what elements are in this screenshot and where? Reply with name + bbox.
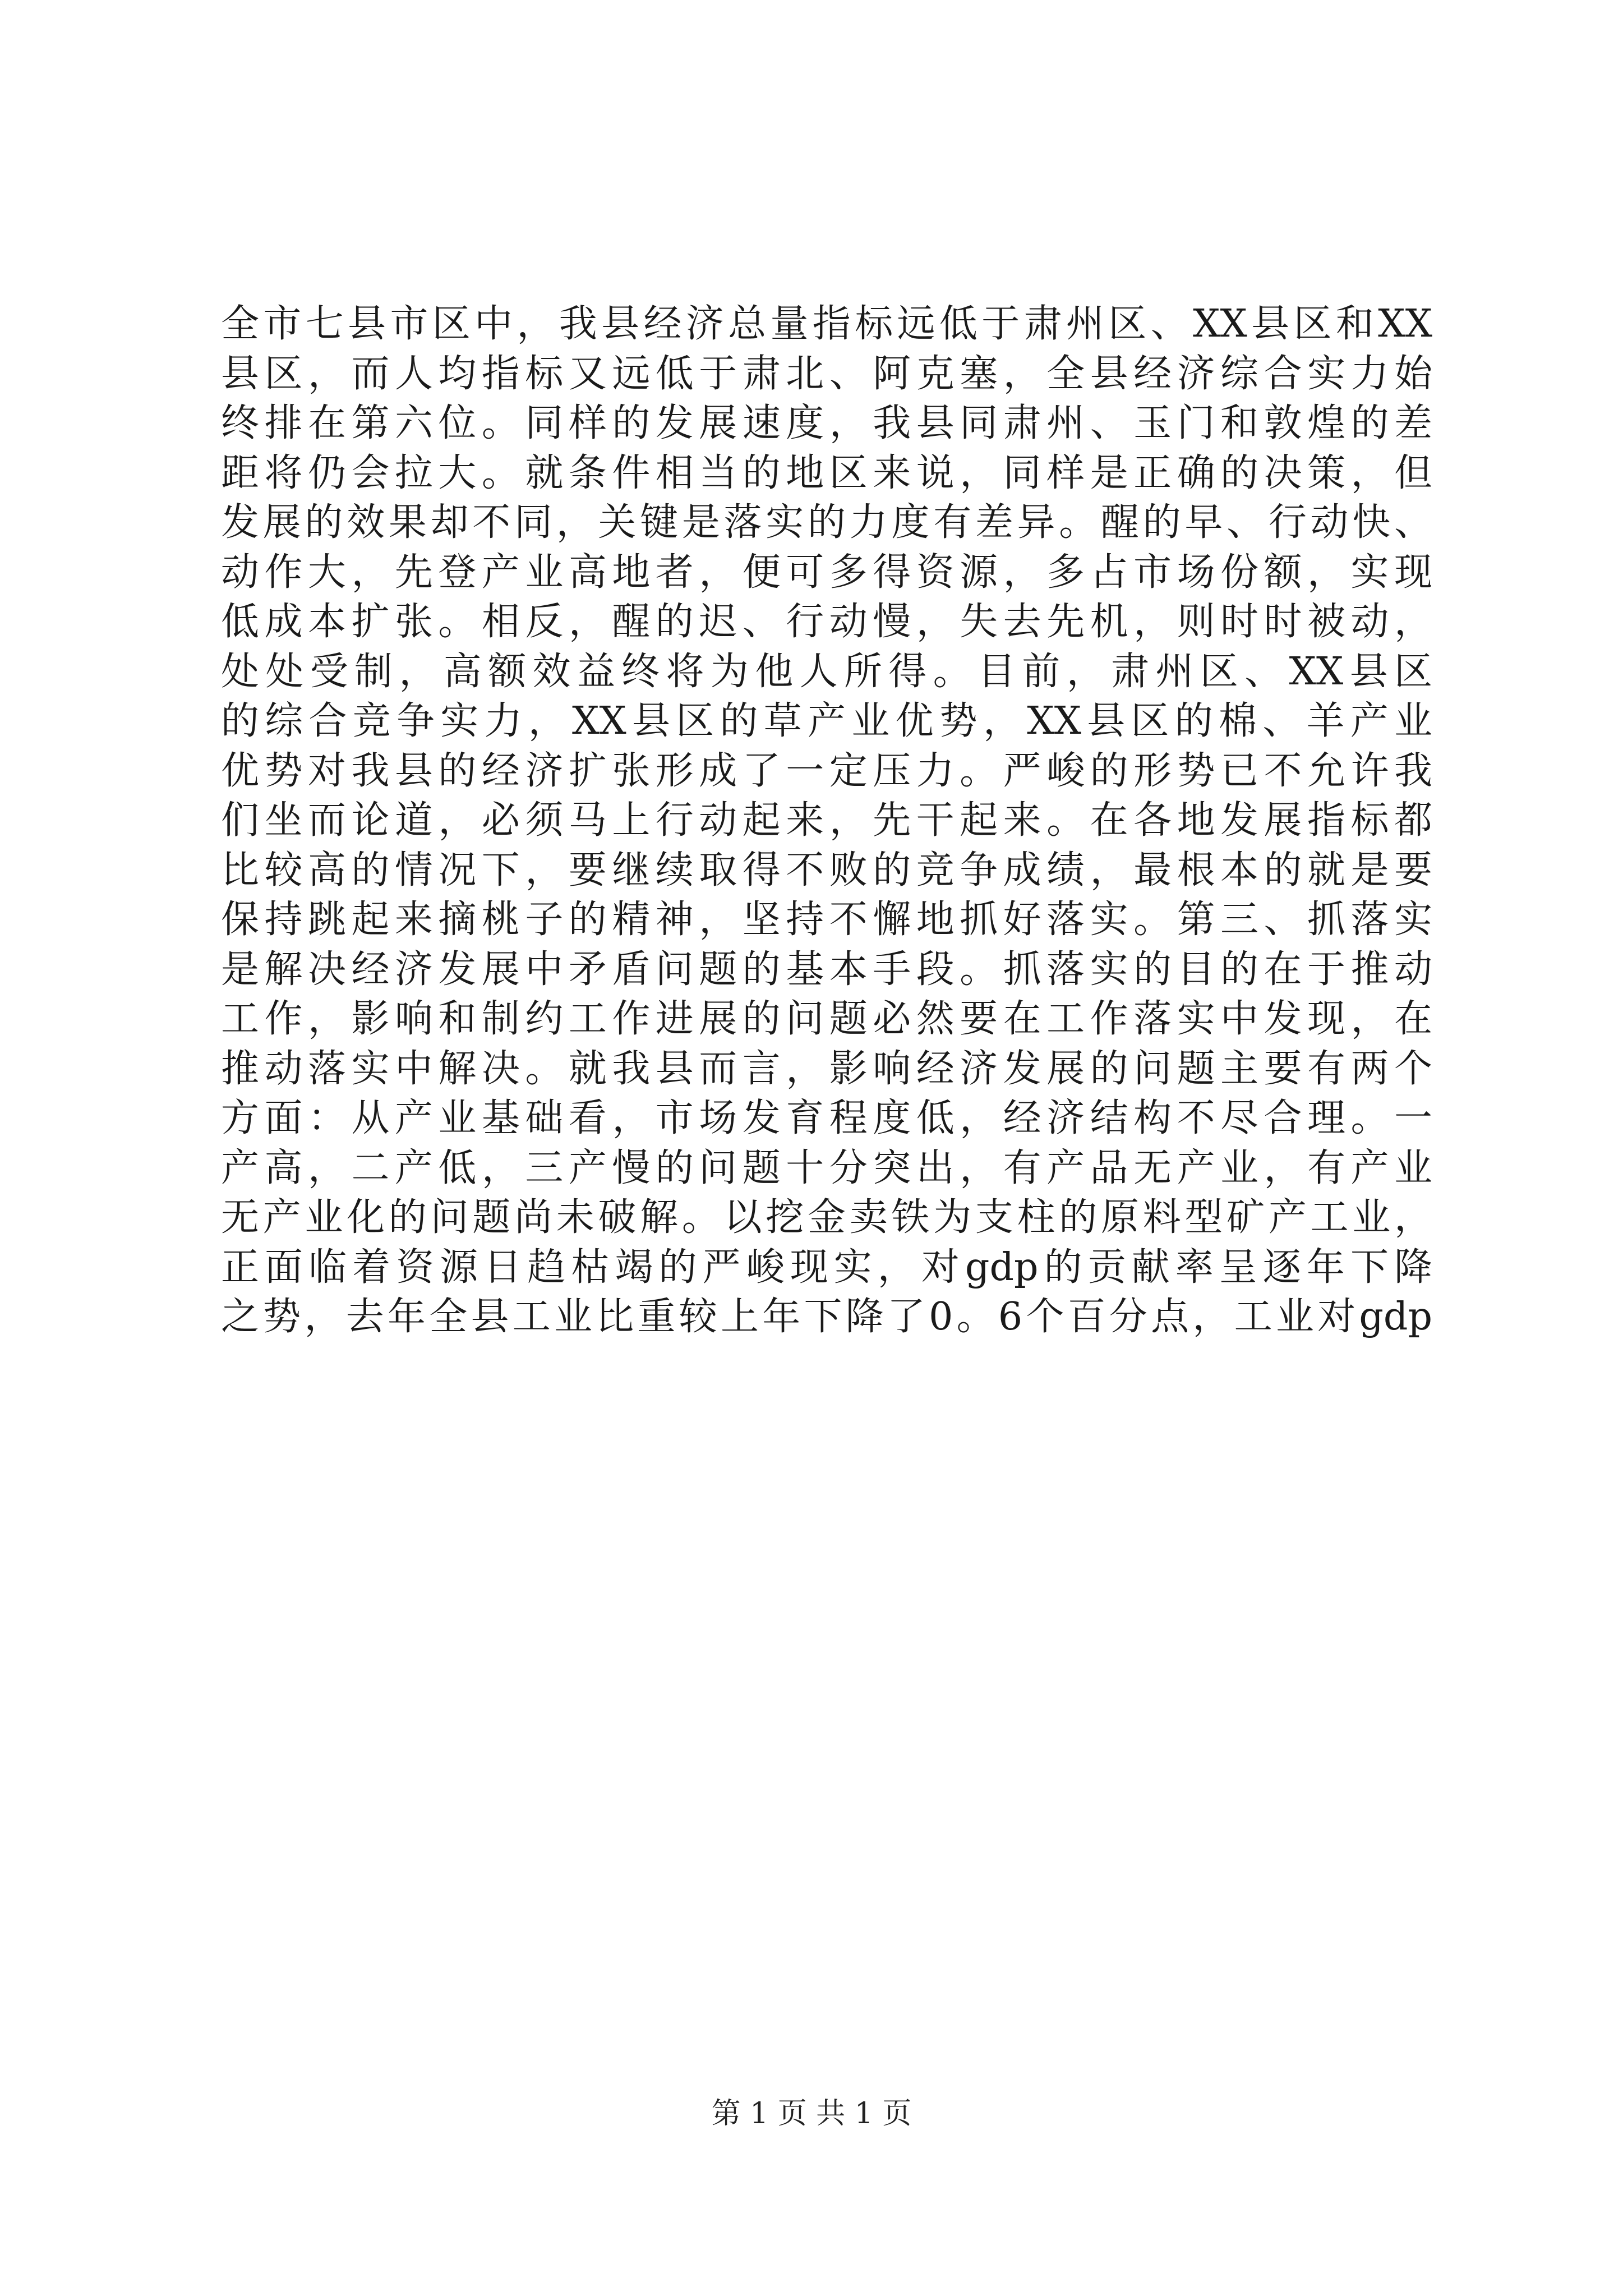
text-line: 推动落实中解决。就我县而言，影响经济发展的问题主要有两个 — [221, 1046, 1432, 1091]
text-line: 产高，二产低，三产慢的问题十分突出，有产品无产业，有产业 — [221, 1145, 1432, 1190]
text-line: 之势，去年全县工业比重较上年下降了0。6个百分点，工业对gdp — [221, 1295, 1432, 1339]
text-line: 处处受制，高额效益终将为他人所得。目前，肃州区、XX县区 — [221, 649, 1432, 694]
text-line: 方面：从产业基础看，市场发育程度低，经济结构不尽合理。一 — [221, 1096, 1432, 1140]
text-line: 是解决经济发展中矛盾问题的基本手段。抓落实的目的在于推动 — [221, 947, 1432, 992]
text-line: 低成本扩张。相反，醒的迟、行动慢，失去先机，则时时被动， — [221, 600, 1432, 644]
text-line: 工作，影响和制约工作进展的问题必然要在工作落实中发现，在 — [221, 997, 1432, 1041]
text-line: 县区，而人均指标又远低于肃北、阿克塞，全县经济综合实力始 — [221, 351, 1432, 396]
text-line: 比较高的情况下，要继续取得不败的竞争成绩，最根本的就是要 — [221, 848, 1432, 892]
body-text — [221, 300, 1432, 1343]
text-line: 们坐而论道，必须马上行动起来，先干起来。在各地发展指标都 — [221, 798, 1432, 843]
text-line: 全市七县市区中，我县经济总量指标远低于肃州区、XX县区和XX — [221, 302, 1432, 346]
text-line: 发展的效果却不同，关键是落实的力度有差异。醒的早、行动快、 — [221, 500, 1432, 545]
text-line: 优势对我县的经济扩张形成了一定压力。严峻的形势已不允许我 — [221, 748, 1432, 793]
text-line: 的综合竞争实力，XX县区的草产业优势，XX县区的棉、羊产业 — [221, 699, 1432, 743]
text-line: 保持跳起来摘桃子的精神，坚持不懈地抓好落实。第三、抓落实 — [221, 898, 1432, 942]
text-line: 动作大，先登产业高地者，便可多得资源，多占市场份额，实现 — [221, 550, 1432, 595]
text-line: 终排在第六位。同样的发展速度，我县同肃州、玉门和敦煌的差 — [221, 401, 1432, 445]
text-line: 正面临着资源日趋枯竭的严峻现实，对gdp的贡献率呈逐年下降 — [221, 1245, 1432, 1290]
text-line: 无产业化的问题尚未破解。以挖金卖铁为支柱的原料型矿产工业， — [221, 1195, 1432, 1240]
text-line: 距将仍会拉大。就条件相当的地区来说，同样是正确的决策，但 — [221, 450, 1432, 495]
page-footer: 第 1 页 共 1 页 — [711, 2097, 912, 2131]
